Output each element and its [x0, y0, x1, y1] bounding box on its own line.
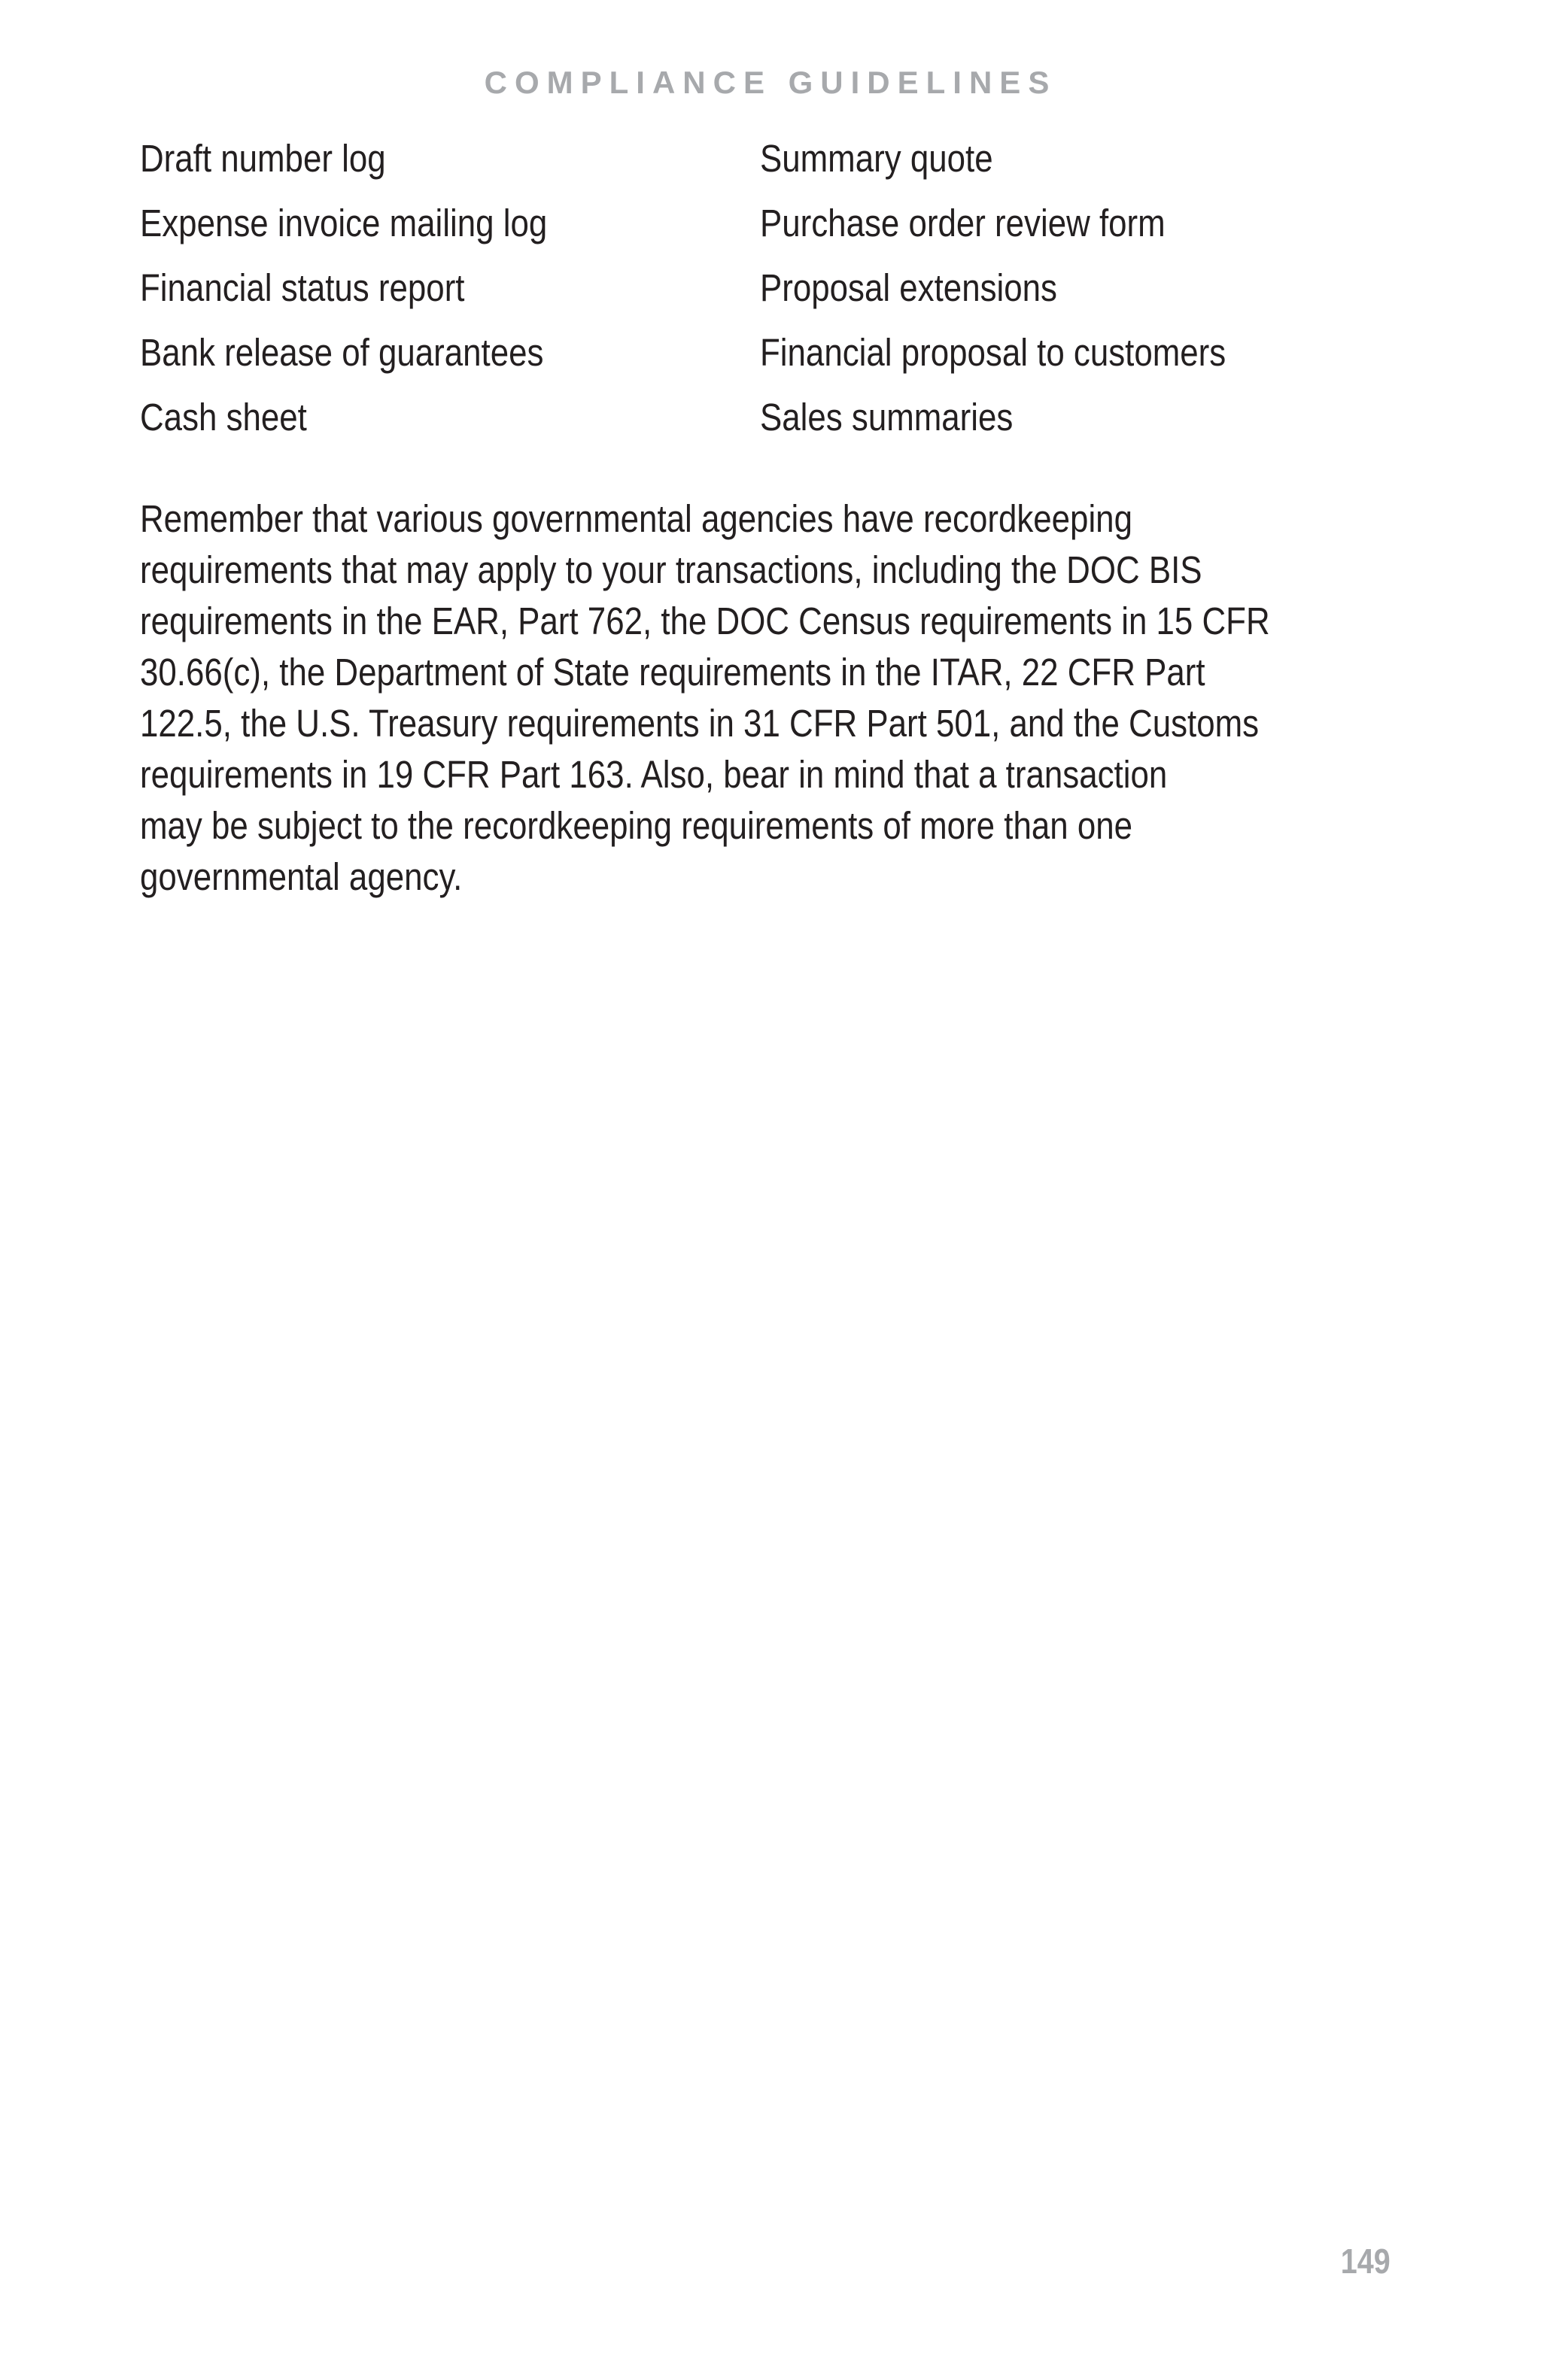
list-item: Summary quote: [760, 137, 993, 180]
paragraph-line: requirements in the EAR, Part 762, the DOC Census requirements in 15 CFR: [140, 600, 1270, 642]
recordkeeping-paragraph: [140, 493, 1270, 903]
paragraph-line: requirements in 19 CFR Part 163. Also, bear in mind that a transaction: [140, 753, 1168, 796]
running-head: COMPLIANCE GUIDELINES: [484, 65, 1057, 100]
paragraph-line: may be subject to the recordkeeping requirements of more than one: [140, 804, 1132, 847]
paragraph-line: requirements that may apply to your transactions, including the DOC BIS: [140, 548, 1202, 591]
list-item: Bank release of guarantees: [140, 331, 544, 374]
list-item: Financial proposal to customers: [760, 331, 1226, 374]
paragraph-line: 30.66(c), the Department of State requirements in the ITAR, 22 CFR Part: [140, 651, 1205, 694]
list-item: Draft number log: [140, 137, 386, 180]
list-item: Financial status report: [140, 266, 465, 309]
record-list: [140, 126, 1419, 450]
paragraph-line: governmental agency.: [140, 855, 463, 898]
paragraph-line: 122.5, the U.S. Treasury requirements in 31 CFR Part 501, and the Customs: [140, 702, 1260, 745]
list-item: Cash sheet: [140, 396, 307, 439]
list-item: Proposal extensions: [760, 266, 1057, 309]
list-item: Expense invoice mailing log: [140, 202, 548, 244]
paragraph-line: Remember that various governmental agencies have recordkeeping: [140, 497, 1132, 540]
list-item: Purchase order review form: [760, 202, 1166, 244]
list-item: Sales summaries: [760, 396, 1014, 439]
page-number: 149: [1340, 2242, 1391, 2281]
